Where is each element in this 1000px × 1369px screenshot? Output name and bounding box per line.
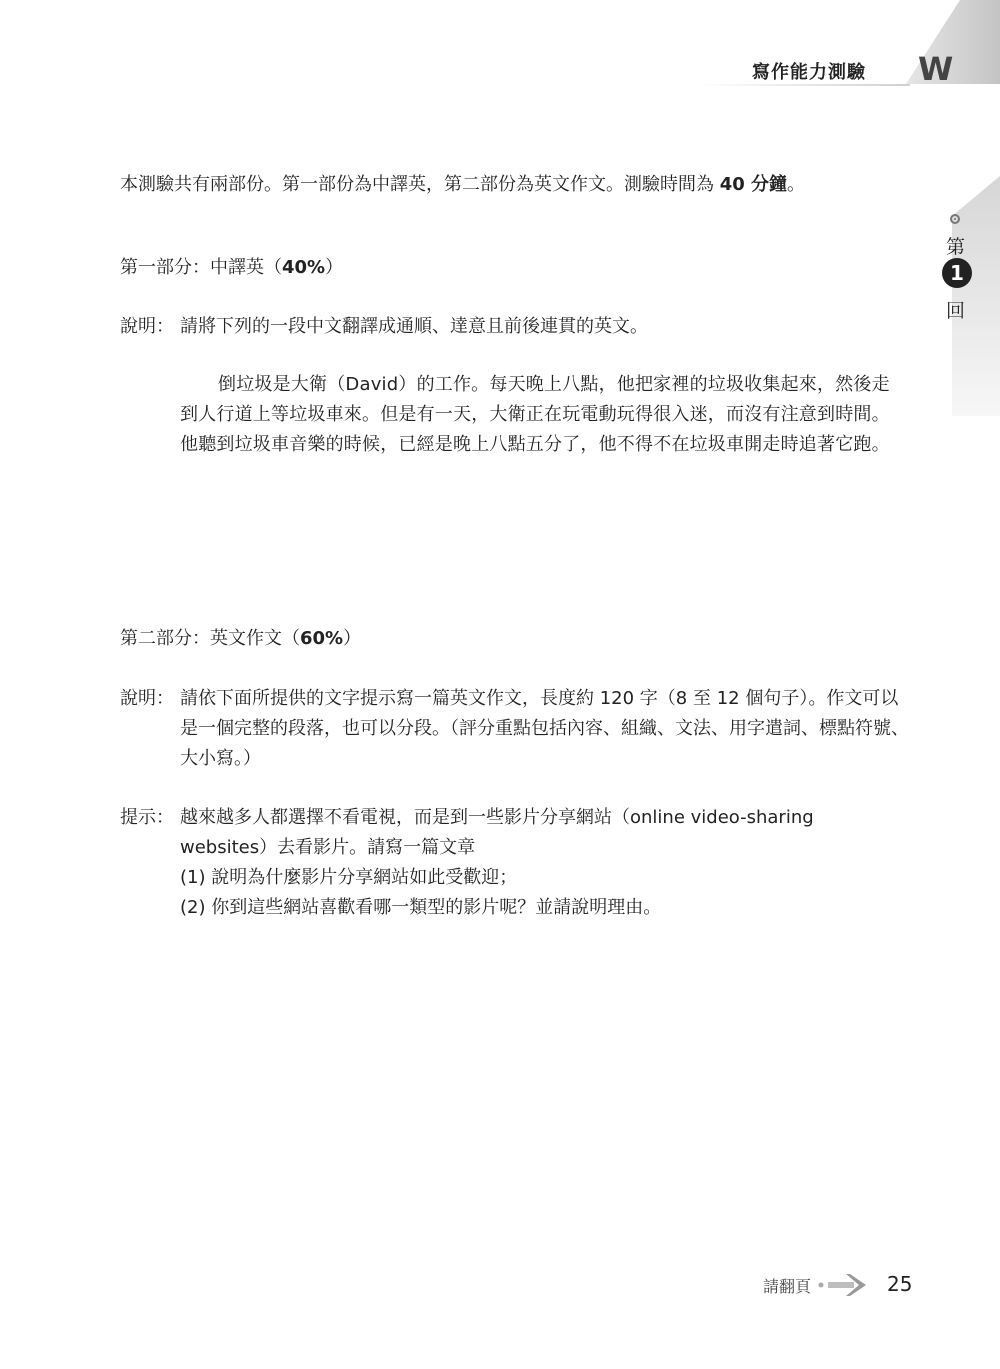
side-tab-dot-icon <box>950 214 960 224</box>
test-intro: 本測驗共有兩部份。第一部份為中譯英，第二部份為英文作文。測驗時間為 40 分鐘。 <box>120 174 806 195</box>
part2-hint-item: (1) 說明為什麼影片分享網站如此受歡迎； <box>180 867 518 888</box>
arrow-right-icon <box>816 1271 870 1299</box>
part2-heading: 第二部分：英文作文（60%） <box>120 628 362 649</box>
part2-hint-text: 越來越多人都選擇不看電視，而是到一些影片分享網站（online video-sharing websites）去看影片。請寫一篇文章 <box>180 807 814 858</box>
part1-passage: 倒垃圾是大衛（David）的工作。每天晚上八點，他把家裡的垃圾收集起來，然後走到人行道上等垃圾車來。但是有一天，大衛正在玩電動玩得很入迷，而沒有注意到時間。他聽到垃圾車音樂的時候，已經是晚上八點五分了，他不得不在垃圾車開走時追著它跑。 <box>180 374 890 455</box>
part2-hint <box>180 803 900 923</box>
part1-weight: 40% <box>282 257 326 278</box>
side-tab-prefix: 第 <box>946 236 966 258</box>
part2-hint-item: (2) 你到這些網站喜歡看哪一類型的影片呢？並請說明理由。 <box>180 897 662 918</box>
turn-page-label: 請翻頁 <box>763 1277 812 1296</box>
part1-note-text: 請將下列的一段中文翻譯成通順、達意且前後連貫的英文。 <box>180 316 648 337</box>
part1-heading: 第一部分：中譯英（40%） <box>120 257 344 278</box>
part2-hint-label: 提示： <box>120 807 174 828</box>
page-number: 25 <box>887 1272 913 1296</box>
side-tab-round-number: 1 <box>942 258 972 288</box>
part2-note-text: 請依下面所提供的文字提示寫一篇英文作文，長度約 120 字（8 至 12 個句子）。作文可以是一個完整的段落，也可以分段。（評分重點包括內容、組織、文法、用字遣詞、標點符號、大小寫。） <box>180 688 909 769</box>
part2-note-label: 說明： <box>120 688 174 709</box>
page-header-title: 寫作能力測驗 <box>752 62 866 83</box>
side-tab-suffix: 回 <box>946 300 966 322</box>
part1-note-label: 說明： <box>120 316 174 337</box>
test-duration: 40 分鐘 <box>719 174 788 195</box>
section-letter-badge: W <box>918 50 954 88</box>
part2-weight: 60% <box>300 628 344 649</box>
